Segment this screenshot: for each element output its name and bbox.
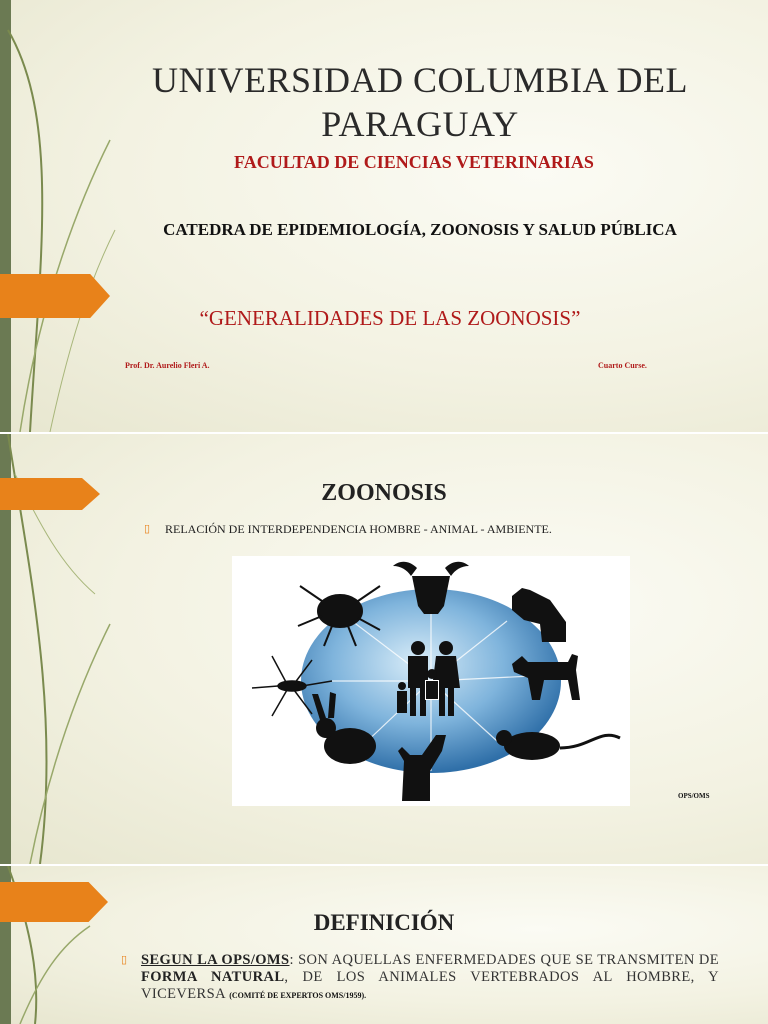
emphasis-text: FORMA NATURAL [141,969,285,985]
faculty-title: FACULTAD DE CIENCIAS VETERINARIAS [234,152,594,172]
definition-paragraph: SEGUN LA OPS/OMS: SON AQUELLAS ENFERMEDADES QUE SE TRANSMITEN DE FORMA NATURAL, DE LOS ANIMALES VERTEBRADOS AL HOMBRE, Y VICEVERSA (COMITÉ DE EXPERTOS OMS/1959). [141,952,720,1002]
bullet-marker: ▯ [121,954,128,966]
zoonosis-heading: ZOONOSIS [321,480,447,506]
chair-title: CATEDRA DE EPIDEMIOLOGÍA, ZOONOSIS Y SALUD PÚBLICA [163,220,677,239]
university-title: UNIVERSIDAD COLUMBIA DEL PARAGUAY [152,60,688,144]
course-label: Cuarto Curse. [598,361,647,370]
definition-heading: DEFINICIÓN [313,910,455,935]
zoonosis-diagram [232,556,630,806]
vine-decoration [0,0,120,432]
zoonosis-bullet: RELACIÓN DE INTERDEPENDENCIA HOMBRE - ANIMAL - AMBIENTE. [165,522,552,536]
image-credit: OPS/OMS [678,792,710,800]
topic-title: “GENERALIDADES DE LAS ZOONOSIS” [199,306,581,330]
source-label: SEGUN LA OPS/OMS [141,952,290,968]
professor-name: Prof. Dr. Aurelio Fleri A. [125,361,210,370]
citation: (COMITÉ DE EXPERTOS OMS/1959). [229,991,367,1000]
slide-title [0,0,768,432]
bullet-marker: ▯ [144,523,151,535]
